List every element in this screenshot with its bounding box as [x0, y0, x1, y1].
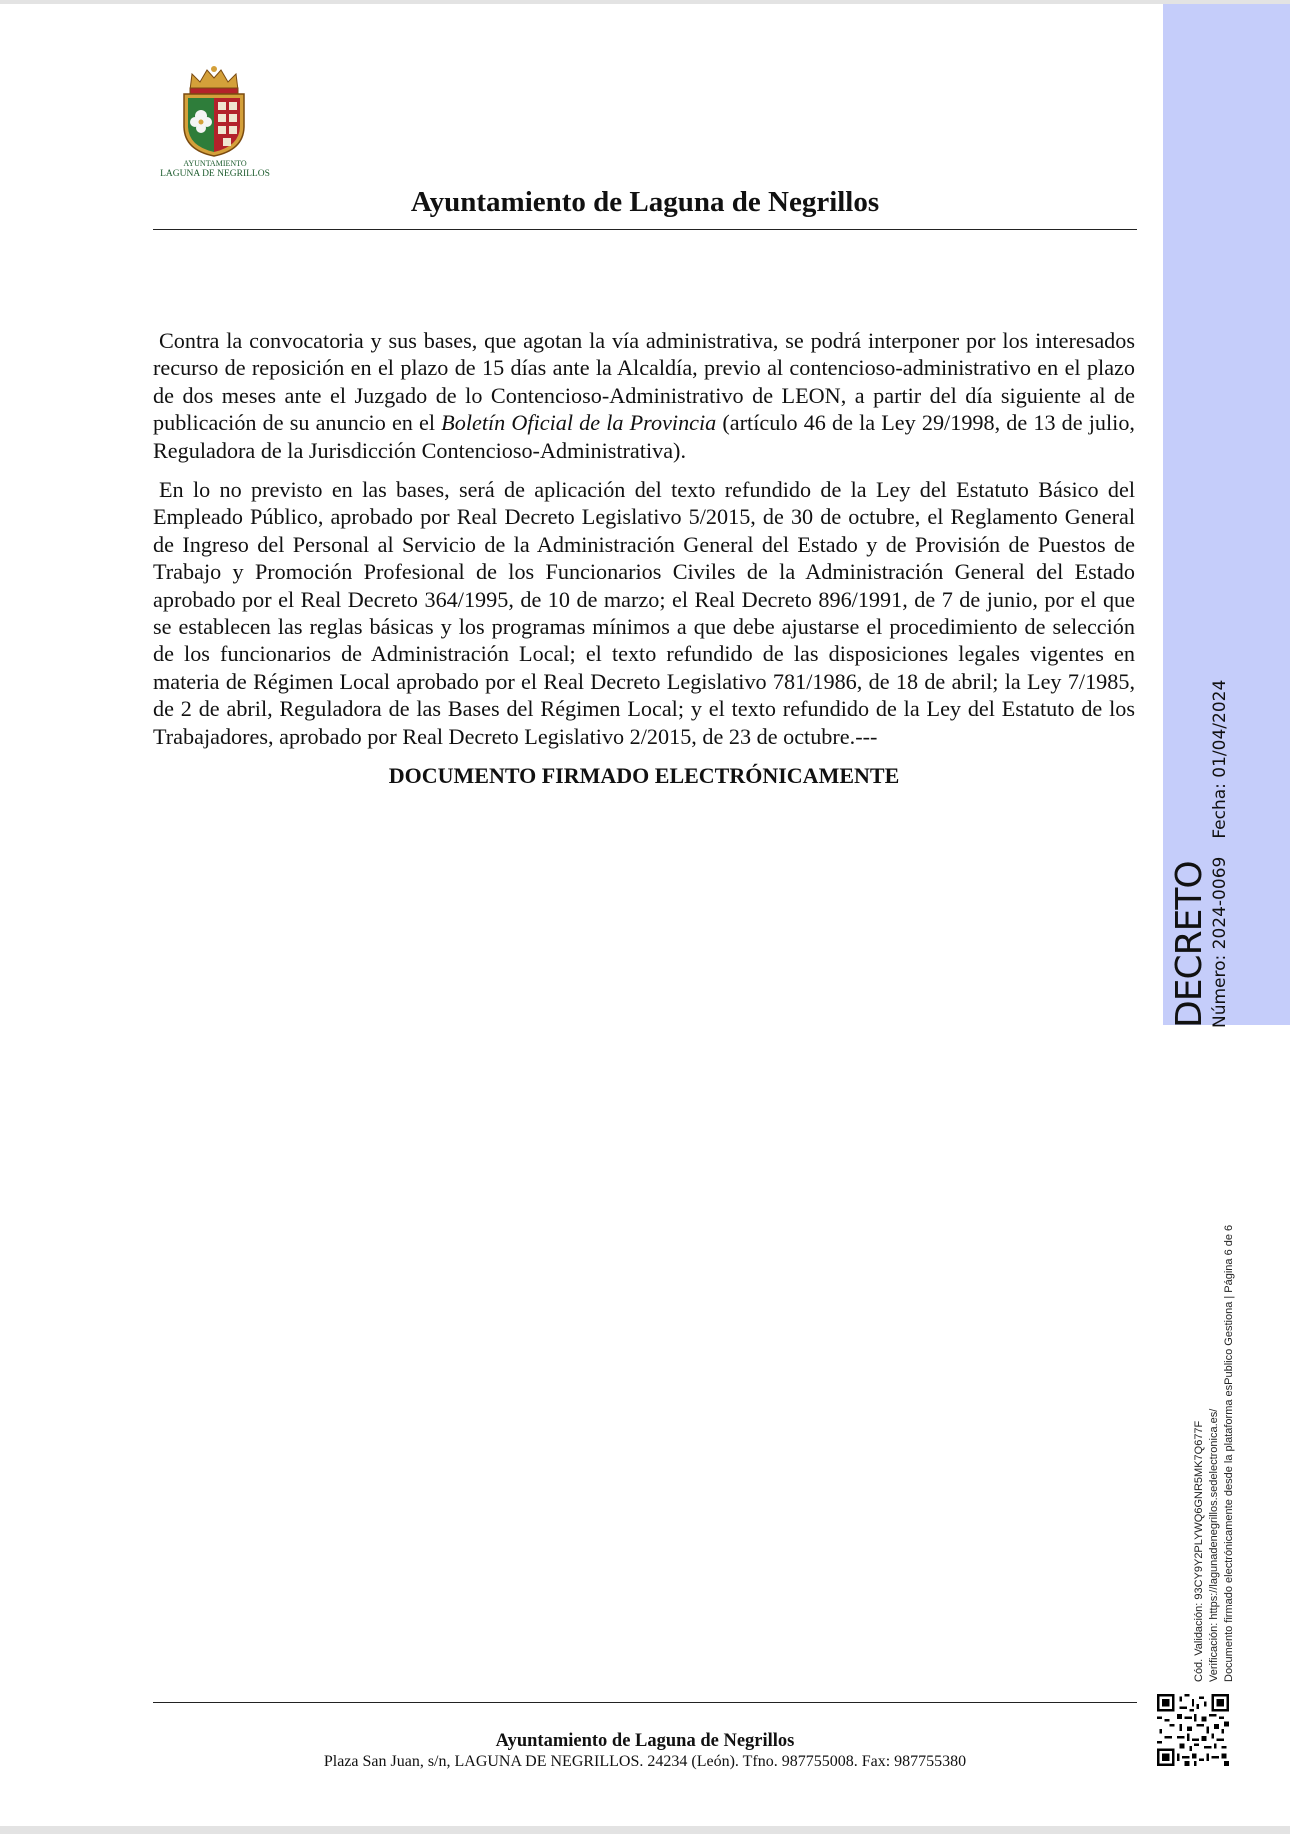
paragraph-appeal-part1: Contra la convocatoria y sus bases, que agotan la vía administrativa, se podrá interponer por los interesados recurso de reposición en el plazo de 15 días ante la Alcaldía, previo al contencioso-administrativo en el plazo de dos meses ante el Juzgado de lo Contencioso-Administrativo de LEON, a partir del día siguiente al de publicación de su anuncio en el — [153, 328, 1135, 436]
verification-platform: Documento firmado electrónicamente desde la plataforma esPublico Gestiona | Página 6 de 6 — [1223, 1224, 1235, 1682]
header-divider — [153, 229, 1137, 230]
stamp-decreto-label: DECRETO — [1169, 861, 1210, 1028]
logo-caption-line1: AYUNTAMIENTO — [183, 159, 247, 168]
coat-of-arms-icon — [178, 64, 250, 160]
stamp-number-date — [1210, 680, 1230, 1028]
document-body — [153, 327, 1135, 790]
paragraph-appeal — [153, 327, 1135, 464]
stamp-date: Fecha: 01/04/2024 — [1210, 679, 1230, 839]
document-page — [0, 4, 1290, 1826]
verification-text — [1192, 1225, 1237, 1682]
stamp-number: Número: 2024-0069 — [1210, 856, 1230, 1028]
paragraph-applicable-law: En lo no previsto en las bases, será de aplicación del texto refundido de la Ley del Estatuto Básico del Empleado Público, aprobado por Real Decreto Legislativo 5/2015, de 30 de octubre, el Reglamento General de Ingreso del Personal al Servicio de la Administración General del Estado y de Provisión de Puestos de Trabajo y Promoción Profesional de los Funcionarios Civiles de la Administración General del Estado aprobado por el Real Decreto 364/1995, de 10 de marzo; el Real Decreto 896/1991, de 7 de junio, por el que se establecen las reglas básicas y los programas mínimos a que debe ajustarse el procedimiento de selección de los funcionarios de Administración Local; el texto refundido de las disposiciones legales vigentes en materia de Régimen Local aprobado por el Real Decreto Legislativo 781/1986, de 18 de abril; la Ley 7/1985, de 2 de abril, Reguladora de las Bases del Régimen Local; y el texto refundido de la Ley del Estatuto de los Trabajadores, aprobado por Real Decreto Legislativo 2/2015, de 23 de octubre.--- — [153, 477, 1135, 749]
verification-url: Verificación: https://lagunadenegrillos.sedelectronica.es/ — [1208, 1408, 1220, 1682]
paragraph-appeal-part2: (artículo 46 de la Ley 29/1998, de 13 de julio, Reguladora de la Jurisdicción Contencioso-Administrativa). — [153, 410, 1135, 463]
qr-code-icon — [1157, 1694, 1229, 1766]
footer — [153, 1730, 1137, 1772]
footer-divider — [153, 1702, 1137, 1703]
logo-caption-line2: LAGUNA DE NEGRILLOS — [160, 168, 270, 179]
logo-caption — [150, 160, 280, 179]
footer-address: Plaza San Juan, s/n, LAGUNA DE NEGRILLOS. 24234 (León). Tfno. 987755008. Fax: 987755380 — [323, 1753, 967, 1770]
footer-title: Ayuntamiento de Laguna de Negrillos — [495, 1731, 795, 1751]
paragraph-appeal-italic: Boletín Oficial de la Provincia — [441, 410, 717, 436]
signed-notice: DOCUMENTO FIRMADO ELECTRÓNICAMENTE — [388, 763, 900, 789]
verification-code: Cód. Validación: 93CY9Y2PLYWQ6GNR5MK7Q677F — [1193, 1420, 1205, 1682]
page-title: Ayuntamiento de Laguna de Negrillos — [410, 186, 880, 218]
municipality-logo — [150, 64, 280, 186]
